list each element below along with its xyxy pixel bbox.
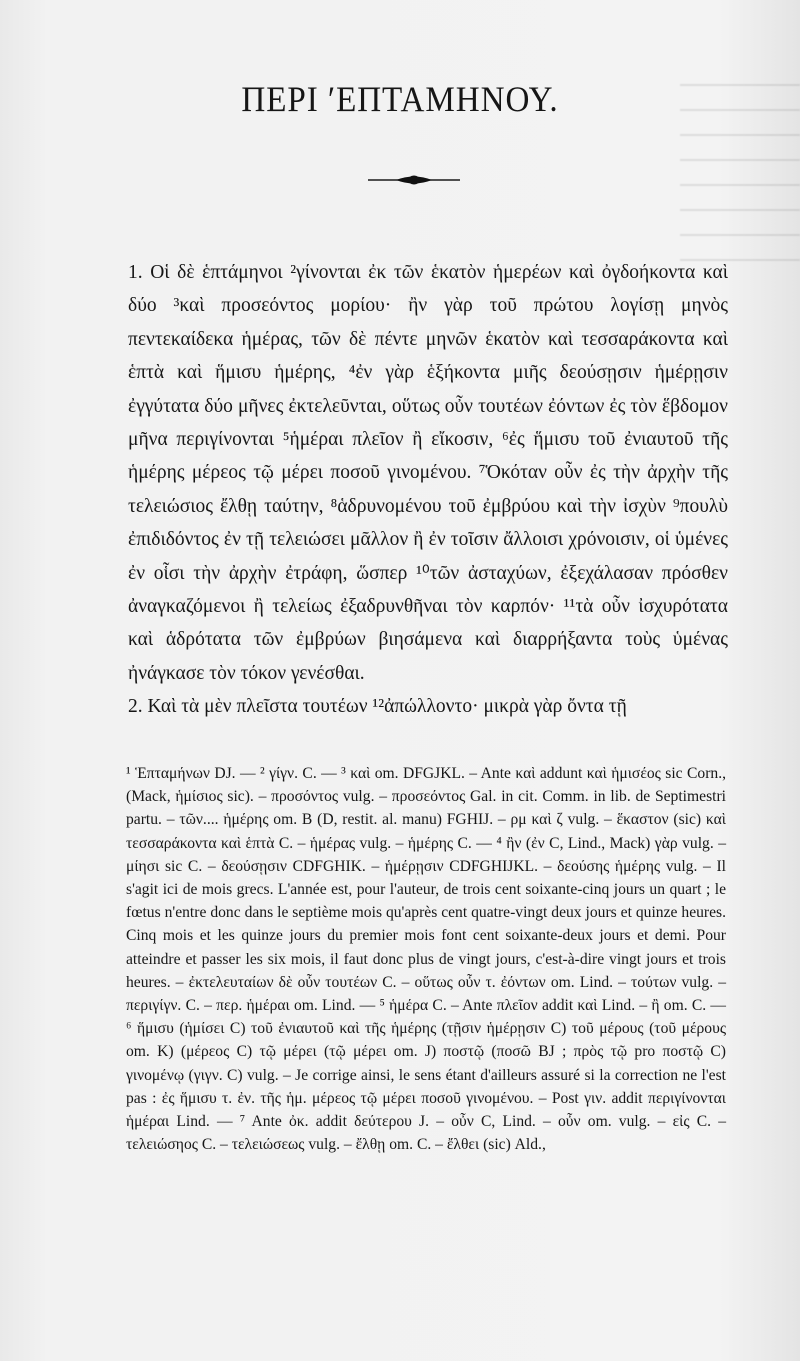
paragraph-1: 1. Οἱ δὲ ἑπτάμηνοι ²γίνονται ἐκ τῶν ἑκατὸν ἡμερέων καὶ ὀγδοήκοντα καὶ δύο ³καὶ προσεόντος μορίου· ἢν γὰρ τοῦ πρώτου λογίσῃ μηνὸς πεντεκαίδεκα ἡμέρας, τῶν δὲ πέντε μηνῶν ἑκατὸν καὶ τεσσαράκοντα καὶ ἑπτὰ καὶ ἥμισυ ἡμέρης, ⁴ἐν γὰρ ἑξήκοντα μιῆς δεούσῃσιν ἡμέρῃσιν ἐγγύτατα δύο μῆνες ἐκτελεῦνται, οὕτως οὖν τουτέων ἐόντων ἐς τὸν ἕβδομον μῆνα περιγίνονται ⁵ἡμέραι πλεῖον ἢ εἴκοσιν, ⁶ἐς ἥμισυ τοῦ ἐνιαυτοῦ τῆς ἡμέρης μέρεος τῷ μέρει ποσοῦ γινομένου. ⁷Ὁκόταν οὖν ἐς τὴν ἀρχὴν τῆς τελειώσιος ἔλθῃ ταύτην, ⁸ἁδρυνομένου τοῦ ἐμβρύου καὶ τὴν ἰσχὺν ⁹πουλὺ ἐπιδιδόντος ἐν τῇ τελειώσει μᾶλλον ἢ ἐν τοῖσιν ἄλλοισι χρόνοισιν, οἱ ὑμένες ἐν οἷσι τὴν ἀρχὴν ἐτράφη, ὥσπερ ¹⁰τῶν ἀσταχύων, ἐξεχάλασαν πρόσθεν ἀναγκαζόμενοι ἢ τελείως ἐξαδρυνθῆναι τὸν καρπόν· ¹¹τὰ οὖν ἰσχυρότατα καὶ ἁδρότατα τῶν ἐμβρύων βιησάμενα καὶ διαρρήξαντα τοὺς ὑμένας ἠνάγκασε τὸν τόκον γενέσθαι. (128, 262, 728, 684)
main-text (128, 256, 728, 724)
footnote-text: ¹ Ἑπταμήνων DJ. — ² γίγν. C. — ³ καὶ om. DFGJKL. – Ante καὶ addunt καὶ ἡμισέος sic Corn., (Mack, ἡμίσιος sic). – προσόντος vulg. – προσεόντος Gal. in cit. Comm. in lib. de Septimestri partu. – τῶν.... ἡμέρης om. B (D, restit. al. manu) FGHIJ. – ρμ καὶ ζ vulg. – ἕκαστον (sic) καὶ τεσσαράκοντα καὶ ἑπτὰ C. – ἡμέρας vulg. – ἡμέρης C. — ⁴ ἢν (ἐν C, Lind., Mack) γὰρ vulg. – μίησι sic C. – δεούσῃσιν CDFGHIK. – ἡμέρῃσιν CDFGHIJKL. – δεούσης ἡμέρης vulg. – Il s'agit ici de mois grecs. L'année est, pour l'auteur, de trois cent soixante-cinq jours un quart ; le fœtus n'entre donc dans le septième mois qu'après cent quatre-vingt deux jours et quinze heures. Cinq mois et les quinze jours du premier mois font cent soixante-deux jours et demi. Pour atteindre et passer les six mois, il faut donc plus de vingt jours, c'est-à-dire vingt jours et trois heures. – ἐκτελευταίων δὲ οὖν τουτέων C. – οὕτως οὖν τ. ἐόντων om. Lind. – τούτων vulg. – περιγίγν. C. – περ. ἡμέραι om. Lind. — ⁵ ἡμέρα C. – Ante πλεῖον addit καὶ Lind. – ἢ om. C. — ⁶ ἥμισυ (ἡμίσει C) τοῦ ἐνιαυτοῦ καὶ τῆς ἡμέρης (τῇσιν ἡμέρῃσιν C) τοῦ μέρους (τοῦ μέρους om. K) (μέρεος C) τῷ μέρει (τῷ μέρει om. J) ποστῷ (ποσῶ BJ ; πρὸς τῷ pro ποστῷ C) γινομένῳ (γιγν. C) vulg. – Je corrige ainsi, le sens étant d'ailleurs assuré si la correction ne l'est pas : ἐς ἥμισυ τ. ἐν. τῆς ἡμ. μέρεος τῷ μέρει ποσοῦ γινομένου. – Post γιν. addit περιγίνονται ἡμέραι Lind. — ⁷ Ante ὀκ. addit δεύτερου J. – οὖν C, Lind. – οὖν om. vulg. – εἰς C. – τελειώσηος C. – τελειώσεως vulg. – ἔλθῃ om. C. – ἔλθει (sic) Ald., (126, 765, 726, 1154)
ornament-rule-icon (366, 174, 462, 186)
page-title: ΠΕΡΙ ʹΕΠΤΑΜΗΝΟΥ. (241, 79, 559, 119)
footnotes (126, 762, 726, 1156)
paragraph-2: 2. Καὶ τὰ μὲν πλεῖστα τουτέων ¹²ἀπώλλοντο· μικρὰ γὰρ ὄντα τῇ (128, 696, 627, 718)
